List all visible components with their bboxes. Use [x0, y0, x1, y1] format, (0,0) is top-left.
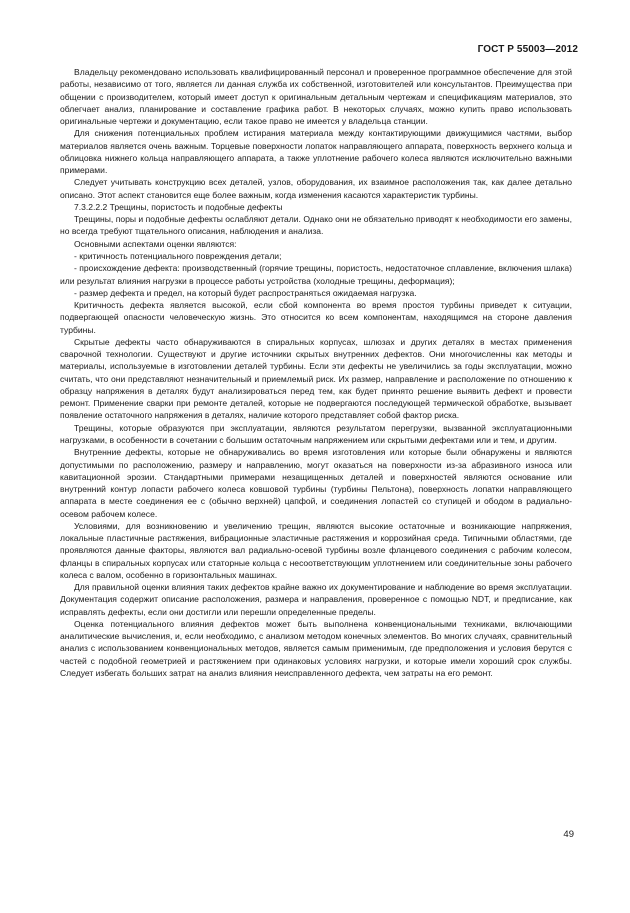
paragraph: Трещины, которые образуются при эксплуатации, являются результатом перегрузки, вызванной эксплуатационными нагрузками, в особенности в сочетании с большим остаточным напряжением или скрытыми дефектами или и тем, и другим.	[60, 422, 572, 445]
document-id-header: ГОСТ Р 55003—2012	[477, 44, 578, 55]
paragraph: Следует учитывать конструкцию всех деталей, узлов, оборудования, их взаимное расположения так, как далее детально описано. Этот аспект становится еще более важным, когда изменения касаются характеристик турбины.	[60, 177, 572, 200]
section-heading: 7.3.2.2.2 Трещины, пористость и подобные дефекты	[74, 201, 283, 212]
body-text	[60, 66, 572, 679]
paragraph: Условиями, для возникновению и увеличению трещин, являются высокие остаточные и возникающие напряжения, локальные пластичные растяжения, вибрационные эластичные растяжения и коррозийная среда. Типичными областями, где проявляются данные факторы, являются вал радиально-осевой турбины возле фланцевого соединения с рабочим колесом, фланцы в спиральных корпусах или статорные кольца с несоответствующим уплотнением или соединительные зоны рабочего колеса с валом, особенно в горизонтальных машинах.	[60, 520, 572, 580]
paragraph: Для снижения потенциальных проблем истирания материала между контактирующими движущимися частями, выбор материалов является очень важным. Торцевые поверхности лопаток направляющего аппарата, поверхность верхнего кольца и облицовка нижнего кольца направляющего аппарата, а также уплотнение рабочего колеса являются исключительно важными примерами.	[60, 128, 572, 176]
paragraph: Внутренние дефекты, которые не обнаруживались во время изготовления или которые были обнаружены и являются допустимыми по расположению, размеру и направлению, могут оказаться на поверхности из-за абразивного износа или кавитационной эрозии. Стандартными примерами незащищенных деталей и поверхностей являются основание или внутренний контур лопасти рабочего колеса ковшовой турбины (турбины Пельтона), поверхность лопатки направляющего аппарата в месте соединения ее с (обычно верхней) цапфой, и соединения лопастей со ступицей и ободом в радиально-осевом рабочем колесе.	[60, 447, 572, 519]
page-number: 49	[563, 829, 574, 840]
list-item: - происхождение дефекта: производственный (горячие трещины, пористость, недостаточное сплавление, включения шлака) или результат влияния нагрузки в процессе работы устройства (холодные трещины, деформация);	[60, 263, 572, 286]
paragraph: Основными аспектами оценки являются:	[74, 238, 237, 249]
paragraph: Для правильной оценки влияния таких дефектов крайне важно их документирование и наблюдение во время эксплуатации. Документация содержит описание расположения, размера и направления, проверенное с помощью NDT, и предписание, как исправлять дефекты, если они достигли или перешли определенные пределы.	[60, 582, 572, 617]
paragraph: Оценка потенциального влияния дефектов может быть выполнена конвенциональными техниками, включающими аналитические вычисления, и, если необходимо, с анализом методом конечных элементов. Во многих случаях, сравнительный анализ с использованием конвенциональных методов, является самым применимым, где предположения и условия берутся с частей с подобной геометрией и растяжением при одинаковых условиях нагрузки, и которые имели хороший срок службы. Следует избегать больших затрат на анализ влияния неисправленного дефекта, чем затраты на его ремонт.	[60, 618, 572, 679]
paragraph: Критичность дефекта является высокой, если сбой компонента во время простоя турбины приведет к ситуации, подвергающей опасности человеческую жизнь. Это относится ко всем компонентам, находящимся на стороне давления турбины.	[60, 300, 572, 335]
list-item: - размер дефекта и предел, на который будет распространяться ожидаемая нагрузка.	[74, 287, 417, 298]
paragraph: Трещины, поры и подобные дефекты ослабляют детали. Однако они не обязательно приводят к необходимости его замены, но всегда требуют тщательного описания, наблюдения и анализа.	[60, 214, 572, 237]
list-item: - критичность потенциального повреждения детали;	[74, 250, 282, 261]
paragraph: Владельцу рекомендовано использовать квалифицированный персонал и проверенное программное обеспечение для этой работы, независимо от того, является ли данная служба их собственной, изготовителей или консультантов. Преимущества при общении с производителем, который имеет доступ к оригинальным детальным чертежам и спецификациям материалов, это облегчает анализ, планирование и составление графика работ. В некоторых случаях, можно купить право использовать оригинальные чертежи и документацию, если такое право не имеется у владельца станции.	[60, 67, 572, 127]
paragraph: Скрытые дефекты часто обнаруживаются в спиральных корпусах, шлюзах и других деталях в местах применения сварочной технологии. Существуют и другие источники скрытых внутренних дефектов. Они многочисленны как методы и материалы, используемые в изготовлении деталей турбины. Если эти дефекты не увеличились за годы эксплуатации, можно считать, что они представляют незначительный и приемлемый риск. Их размер, направление и расположение по отношению к образцу напряжения в деталях будут анализироваться перед тем, как будет принято решение выявить дефект и провести ремонт. Применение сварки при ремонте деталей, которые не подвергаются последующей термической обработке, вызывает появление остаточного напряжения в деталях, наличие которого представляет собой фактор риска.	[60, 336, 572, 421]
